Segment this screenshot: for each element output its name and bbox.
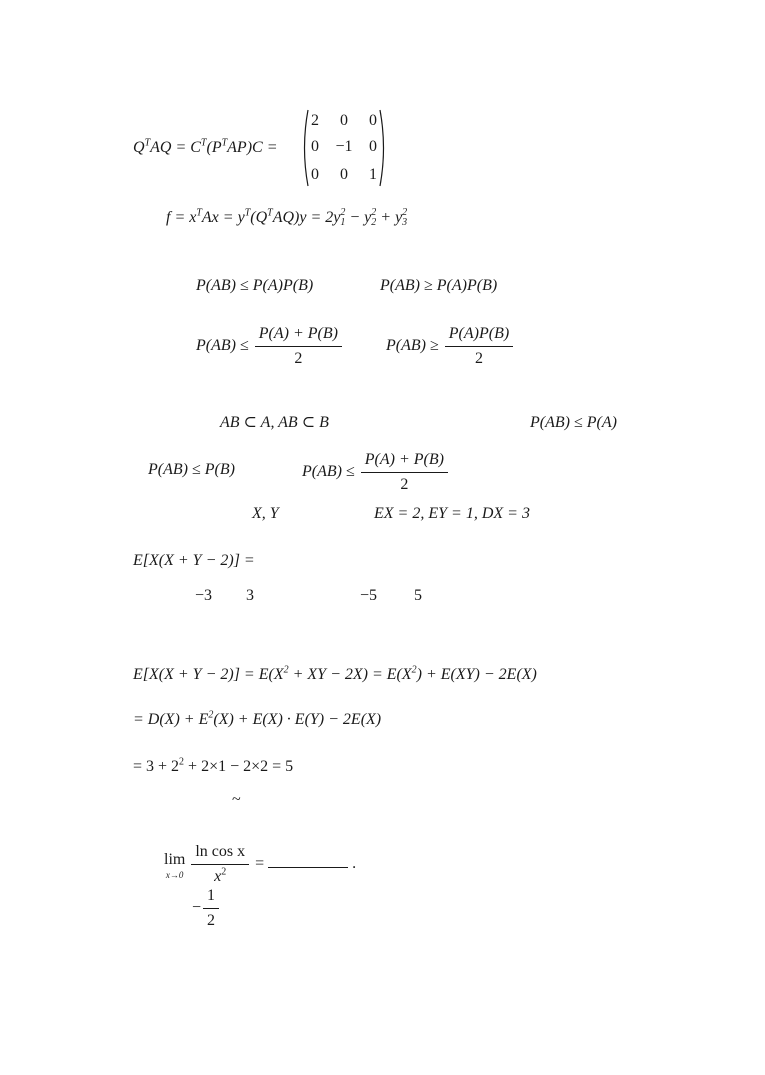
matrix-cell: 2 (311, 112, 319, 129)
matrix-cell: −1 (335, 138, 353, 155)
given-values: EX = 2, EY = 1, DX = 3 (374, 505, 530, 522)
random-vars: X, Y (252, 505, 279, 522)
matrix-cell: 0 (369, 138, 377, 155)
expectation-expr: E[X(X + Y − 2)] = (133, 552, 255, 569)
answer-blank (268, 853, 348, 868)
lim-operator: lim x→0 (164, 850, 186, 880)
ineq-avg: P(AB) ≤ $\frac{P(A) + P(B)}{2}$ (302, 450, 450, 495)
eq-quadratic-form: $f = x^TAx = y^T(Q^TAQ)y = 2y$ 2 1 − y 2 2 + y 2 3 (166, 207, 408, 229)
diag-matrix (300, 108, 392, 188)
subset-relation: AB ⊂ A, AB ⊂ B (220, 414, 329, 431)
eq-qtaq: $Q^TAQ = C^T(P^TAP)C$ = (133, 137, 278, 156)
choice-b: 3 (246, 587, 254, 604)
limit-question: lim x→0 $\frac{\text{ln cos x}}{x^2}$ = . (164, 843, 357, 885)
option-b: P(AB) ≥ P(A)P(B) (380, 277, 498, 294)
matrix-cell: 0 (340, 112, 348, 129)
matrix-cell: 0 (311, 166, 319, 183)
tilde-mark: ~ (232, 791, 241, 808)
solution-line-3: = $3 + 2^2 + 2\times 1 - 2\times 2 = 5$ (133, 756, 294, 775)
matrix-cell: 1 (369, 166, 377, 183)
choice-c: −5 (360, 587, 378, 604)
matrix-cell: 0 (369, 112, 377, 129)
option-d: P(AB) ≥ $\frac{P(A)P(B)}{2}$ (386, 324, 515, 369)
option-a: P(AB) ≤ P(A)P(B) (196, 277, 314, 294)
matrix-cell: 0 (340, 166, 348, 183)
ineq-pa: P(AB) ≤ P(A) (530, 414, 617, 431)
limit-answer: − $\frac{1}{2}$ (192, 886, 221, 931)
ineq-pb: P(AB) ≤ P(B) (148, 461, 235, 478)
solution-line-1: $E[X(X + Y - 2)] = E(X^2$ + XY − $2X) = E(X^2) + E(XY) - 2E(X)$ (133, 664, 537, 683)
choice-a: −3 (195, 587, 213, 604)
solution-line-2: = $D(X) + E^2(X) + E(X) \cdot E(Y) - 2E(X)$ (133, 709, 382, 728)
option-c: P(AB) ≤ $\frac{P(A) + P(B)}{2}$ (196, 324, 344, 369)
choice-d: 5 (414, 587, 422, 604)
matrix-cell: 0 (311, 138, 319, 155)
